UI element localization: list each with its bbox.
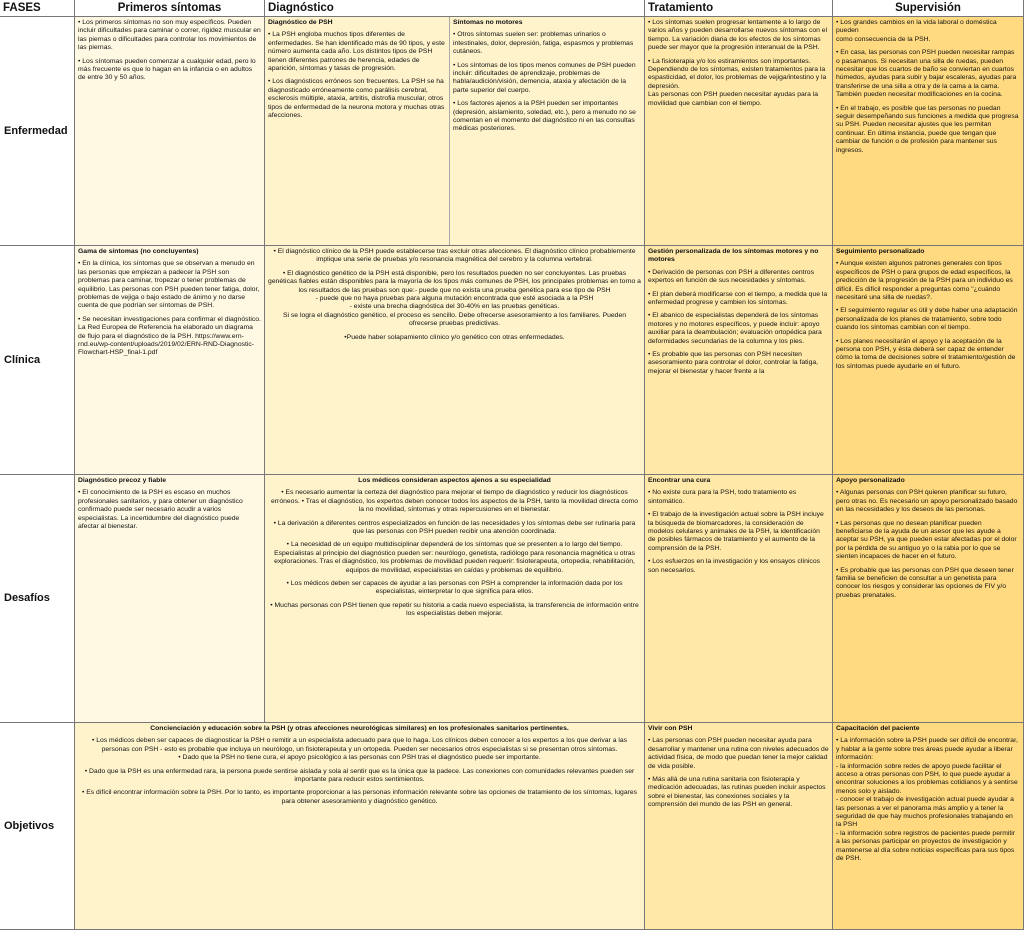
text-block: • La información sobre la PSH puede ser difícil de encontrar, y hablar a la gente sobre tres áreas puede ayudar a liberar información: - la información sobre redes de apoyo puede facilitar el acceso a otras personas con PSH, lo que puede ayudar a encontrar soluciones a los problemas cotidianos y a sentirse menos solo y aislado. - conocer el trabajo de investigación actual puede ayudar a las personas a ver el panorama más amplio y a tener la seguridad de que hay muchos profesionales trabajando en la PSH - la información sobre registros de pacientes puede permitir a las personas participar en proyectos de investigación y mantenerse al día sobre noticias específicas para sus tipos de PSH.: [836, 737, 1018, 863]
desafios-supervision: [833, 475, 1024, 723]
text-block: • Los síntomas de los tipos menos comunes de PSH pueden incluir: dificultades de aprendizaje, problemas de habla/audición/visión, demencia, ataxia y afectación de la parte superior del cuerpo.: [453, 61, 636, 94]
section-title: Concienciación y educación sobre la PSH (y otras afecciones neurológicas similares) en los profesionales sanitarios pertinentes.: [150, 725, 569, 732]
section-title: Vivir con PSH: [648, 725, 693, 732]
section-title: Capacitación del paciente: [836, 725, 920, 732]
text-block: • En el trabajo, es posible que las personas no puedan seguir desempeñando sus funciones a medida que progresa su PSH. Pueden necesitar ajustes que les permitan continuar. En última instancia, puede que tengan que cambiar de función o de profesión para mantener sus ingresos.: [836, 104, 1019, 154]
text-block: • Es probable que las personas con PSH necesiten asesoramiento para controlar el dolor, controlar la fatiga, mejorar el bienestar y hacer frente a la: [648, 351, 819, 375]
text-block: • Muchas personas con PSH tienen que repetir su historia a cada nuevo especialista, la transferencia de información entre los especialistas deben mejorar.: [270, 601, 639, 618]
header-diagnosis: Diagnóstico: [265, 0, 645, 17]
section-title: Diagnóstico de PSH: [268, 19, 333, 26]
enfermedad-diagnosis: [265, 17, 645, 246]
diagnosis-psh-column: [265, 17, 450, 245]
text-block: • La derivación a diferentes centros especializados en función de las necesidades y los síntomas debe ser rutinaria para que las personas con PSH pueden recibir una atención coordinada.: [273, 519, 636, 536]
section-title: Los médicos consideran aspectos ajenos a su especialidad: [358, 477, 551, 484]
text-block: • Los síntomas pueden comenzar a cualquier edad, pero lo más frecuente es que lo hagan en la infancia o en adultos de entre 30 y 50 años.: [78, 57, 256, 82]
text-block: • Los planes necesitarán el apoyo y la aceptación de la persona con PSH, y ésta deberá ser capaz de entender cómo la toma de decisiones sobre el tratamiento/gestión de los síntomas puede ayudarle en el futuro.: [836, 337, 1016, 370]
text-block: • Aunque existen algunos patrones generales con tipos específicos de PSH o para grupos de edad específicos, la predicción de la progresión de la PSH para un individuo es difícil. Es difícil responder a preguntas como "¿cuándo necesitaré una silla de ruedas?.: [836, 260, 1013, 302]
text-block: • La necesidad de un equipo multidisciplinar dependerá de los síntomas que se presenten a lo largo del tiempo. Especialistas al principio del diagnóstico pueden ser: neurólogo, genetista, radiólogo para resonancia magnética u otras exploraciones. Tras el diagnóstico, los problemas de movilidad pueden requerir: fisioterapeuta, ortopedia, rehabilitación, equipos de movilidad, especialistas en caídas y problemas de equilibrio.: [274, 541, 635, 574]
desafios-treatment: [645, 475, 833, 723]
text-block: • Derivación de personas con PSH a diferentes centros expertos en función de sus necesidades y síntomas.: [648, 268, 814, 285]
section-title: Encontrar una cura: [648, 477, 711, 484]
text-block: • Los factores ajenos a la PSH pueden ser importantes (depresión, aislamiento, soledad, etc.), pero a menudo no se comentan en el momento del diagnóstico ni en las consultas médicas posteriores.: [453, 100, 636, 133]
text-block: • Es difícil encontrar información sobre la PSH. Por lo tanto, es importante proporcionar a las personas información relevante sobre las opciones de tratamiento de los síntomas, lugares para obtener asesoramiento y diagnóstico genético.: [81, 789, 638, 805]
objetivos-supervision: [833, 723, 1024, 930]
enfermedad-treatment: [645, 17, 833, 246]
text-block: • Los síntomas suelen progresar lentamente a lo largo de varios años y pueden desarrollarse nuevos síntomas con el tiempo. La variación diaria de los efectos de los síntomas puede ser mayor que la progresión interanual de la PSH.: [648, 19, 828, 52]
text-block: • Dado que la PSH es una enfermedad rara, la persona puede sentirse aislada y sola al sentir que es la única que la padece. Las conexiones con comunidades relevantes pueden ser importante para reducir estos sentimientos.: [84, 767, 635, 784]
text-block: • Las personas que no desean planificar pueden beneficiarse de la ayuda de un asesor que les ayude a aceptar su PSH, ya que pueden estar afectadas por el dolor por la pérdida de su antiguo yo o la rabia por lo que se sienten incapaces de hacer en el futuro.: [836, 519, 1017, 561]
text-block: • La PSH engloba muchos tipos diferentes de enfermedades. Se han identificado más de 90 tipos, y este número aumenta cada año. Los distintos tipos de PSH tienen diferentes patrones de herencia, edades de aparición, síntomas y tasas de progresión.: [268, 31, 445, 73]
desafios-diagnosis: [265, 475, 645, 723]
header-first-symptoms: Primeros síntomas: [75, 0, 265, 17]
clinica-first-symptoms: [75, 246, 265, 475]
clinica-supervision: [833, 246, 1024, 475]
text-block: • El abanico de especialistas dependerá de los síntomas motores y no motores específicos, y puede incluir: apoyo auxiliar para la deambulación; evaluación ortopédica para deformidades secundarias de la columna y los pies.: [648, 312, 822, 345]
text-block: • En la clínica, los síntomas que se observan a menudo en las personas que empiezan a padecer la PSH son problemas para caminar, tropezar o tener problemas de equilibrio. Las personas con PSH pueden tener fatiga, dolor, problemas de vejiga o bajo estado de ánimo y no darse cuenta de que podrían ser síntomas de PSH.: [78, 260, 260, 310]
text-block: • En casa, las personas con PSH pueden necesitar rampas o pasamanos. Si necesitan una silla de ruedas, pueden necesitar que los cuartos de baño se conviertan en cuartos húmedos, ayudas para subir y bajar escaleras, ayudas para transferirse de una silla a otra y de la cama a la cama. También pueden necesitar modificaciones en la cocina.: [836, 49, 1017, 99]
section-title: Gestión personalizada de los síntomas motores y no motores: [648, 248, 819, 264]
text-block: • Es necesario aumentar la certeza del diagnóstico para mejorar el tiempo de diagnóstico y reducir los diagnósticos erróneos. • Tras el diagnóstico, los expertos deben conocer todos los aspectos de la PSH, tanto la movilidad directa como la no movilidad, síntomas y otras repercusiones en el bienestar.: [271, 489, 638, 514]
header-supervision: Supervisión: [833, 0, 1024, 17]
text-block: • La fisioterapia y/o los estiramientos son importantes. Dependiendo de los síntomas, existen tratamientos para la espasticidad, el dolor, los problemas de vejiga/intestino y la depresión. Las personas con PSH pueden necesitar ayudas para la movilidad que cambian con el tiempo.: [648, 57, 827, 107]
text-block: • Los primeros síntomas no son muy específicos. Pueden incluir dificultades para caminar o correr, rigidez muscular en las piernas o dificultades para controlar los movimientos de las piernas.: [78, 19, 261, 52]
section-title: Gama de síntomas (no concluyentes): [78, 248, 199, 255]
text-block: • El plan deberá modificarse con el tiempo, a medida que la enfermedad progrese y cambien los síntomas.: [648, 290, 828, 307]
section-title: Seguimiento personalizado: [836, 248, 925, 255]
text-block: •Puede haber solapamiento clínico y/o genético con otras enfermedades.: [344, 333, 565, 341]
row-label-clinica: Clínica: [0, 246, 75, 475]
desafios-first-symptoms: [75, 475, 265, 723]
header-treatment: Tratamiento: [645, 0, 833, 17]
text-block: • Otros síntomas suelen ser: problemas urinarios o intestinales, dolor, depresión, fatiga, espasmos y problemas cutáneos.: [453, 31, 634, 56]
objetivos-treatment: [645, 723, 833, 930]
text-block: • El conocimiento de la PSH es escaso en muchos profesionales sanitarios, y para obtener un diagnóstico confirmado puede ser necesario acudir a varios especialistas. La incertidumbre del diagnóstico puede afectar al bienestar.: [78, 489, 243, 531]
section-title: Síntomas no motores: [453, 19, 523, 26]
text-block: • Los médicos deben ser capaces de diagnosticar la PSH o remitir a un especialista adecuado para que lo haga. Los clínicos deben conocer a los expertos a los que derivar a las personas con PSH - esto es probable que incluya un neurólogo, un fisioterapeuta y un ortopeda. Pueden ser necesarios otros especialistas si se presentan otros síntomas. • Dado que la PSH no tiene cura, el apoyo psicológico a las personas con PSH tras el diagnóstico puede ser importante.: [91, 737, 628, 762]
enfermedad-supervision: [833, 17, 1024, 246]
row-label-desafios: Desafíos: [0, 475, 75, 723]
text-block: • El trabajo de la investigación actual sobre la PSH incluye la búsqueda de biomarcadores, la consideración de modelos celulares y animales de la PSH, la identificación de posibles fármacos de tratamiento y el aumento de la comprensión de la PSH.: [648, 511, 824, 552]
text-block: • Los diagnósticos erróneos son frecuentes. La PSH se ha diagnosticado erróneamente como parálisis cerebral, esclerosis múltiple, ataxia, artritis, distrofia muscular, otros tipos de enfermedad de la neurona motora y muchas otras afecciones.: [268, 78, 445, 120]
text-block: • Los grandes cambios en la vida laboral o doméstica pueden como consecuencia de la PSH.: [836, 19, 997, 43]
row-label-objetivos: Objetivos: [0, 723, 75, 930]
text-block: • El diagnóstico clínico de la PSH puede establecerse tras excluir otras afecciones. El diagnóstico clínico probablemente implique una serie de pruebas y/o resonancia magnética del cerebro y la columna vertebral.: [273, 248, 636, 264]
text-block: • Se necesitan investigaciones para confirmar el diagnóstico. La Red Europea de Referencia ha elaborado un diagrama de flujo para el diagnóstico de la PSH. https://www.ern-rnd.eu/wp-content/uploads/2019/02/ERN-RND-Diagnostic-Flowchart-HSP_final-1.pdf: [78, 315, 261, 357]
text-block: • No existe cura para la PSH, todo tratamiento es sintomático.: [648, 489, 797, 505]
text-block: • Es probable que las personas con PSH que deseen tener familia se beneficien de consultar a un genetista para conocer los riesgos y considerar las opciones de FIV y/o pruebas prenatales.: [836, 566, 1014, 599]
text-block: • Las personas con PSH pueden necesitar ayuda para desarrollar y mantener una rutina con niveles adecuados de actividad física, de modo que puedan tener la mejor calidad de vida posible.: [648, 737, 829, 770]
enfermedad-first-symptoms: [75, 17, 265, 246]
non-motor-symptoms-column: [450, 17, 644, 245]
section-title: Diagnóstico precoz y fiable: [78, 477, 167, 484]
text-block: • El seguimiento regular es útil y debe haber una adaptación personalizada de los planes de tratamiento, sobre todo cuando los síntomas cambian con el tiempo.: [836, 307, 1018, 332]
text-block: • Los médicos deben ser capaces de ayudar a las personas con PSH a comprender la información dada por los especialistas, einterpretar lo que significa para ellos.: [286, 580, 623, 596]
clinica-treatment: [645, 246, 833, 475]
objetivos-awareness: [75, 723, 645, 930]
section-title: Apoyo personalizado: [836, 477, 905, 484]
clinica-diagnosis: [265, 246, 645, 475]
text-block: • Algunas personas con PSH quieren planificar su futuro, pero otras no. Es necesario un apoyo personalizado basado en las necesidades y los deseos de las personas.: [836, 489, 1018, 514]
text-block: • Los esfuerzos en la investigación y los ensayos clínicos son necesarios.: [648, 558, 821, 574]
row-label-enfermedad: Enfermedad: [0, 17, 75, 246]
text-block: • Más allá de una rutina sanitaria con fisioterapia y medicación adecuadas, las rutinas pueden incluir aspectos sobre el bienestar, las conexiones sociales y la comprensión del mundo de las PSH en general.: [648, 776, 826, 809]
text-block: • El diagnóstico genético de la PSH está disponible, pero los resultados pueden no ser concluyentes. Las pruebas genéticas fiables están disponibles para la mayoría de los tipos más comunes de PSH, los principales problemas en torno a los resultados de las pruebas son que:- puede que no exista una prueba genética para ese tipo de PSH - puede que no haya pruebas para alguna mutación encontrada que esté asociada a la PSH - existe una brecha diagnóstica del 30-40% en las pruebas genéticas. Si se logra el diagnóstico genético, el proceso es sencillo. Debe ofrecerse asesoramiento a los familiares. Pueden ofrecerse pruebas predictivas.: [268, 269, 641, 328]
header-phases: FASES: [0, 0, 75, 17]
